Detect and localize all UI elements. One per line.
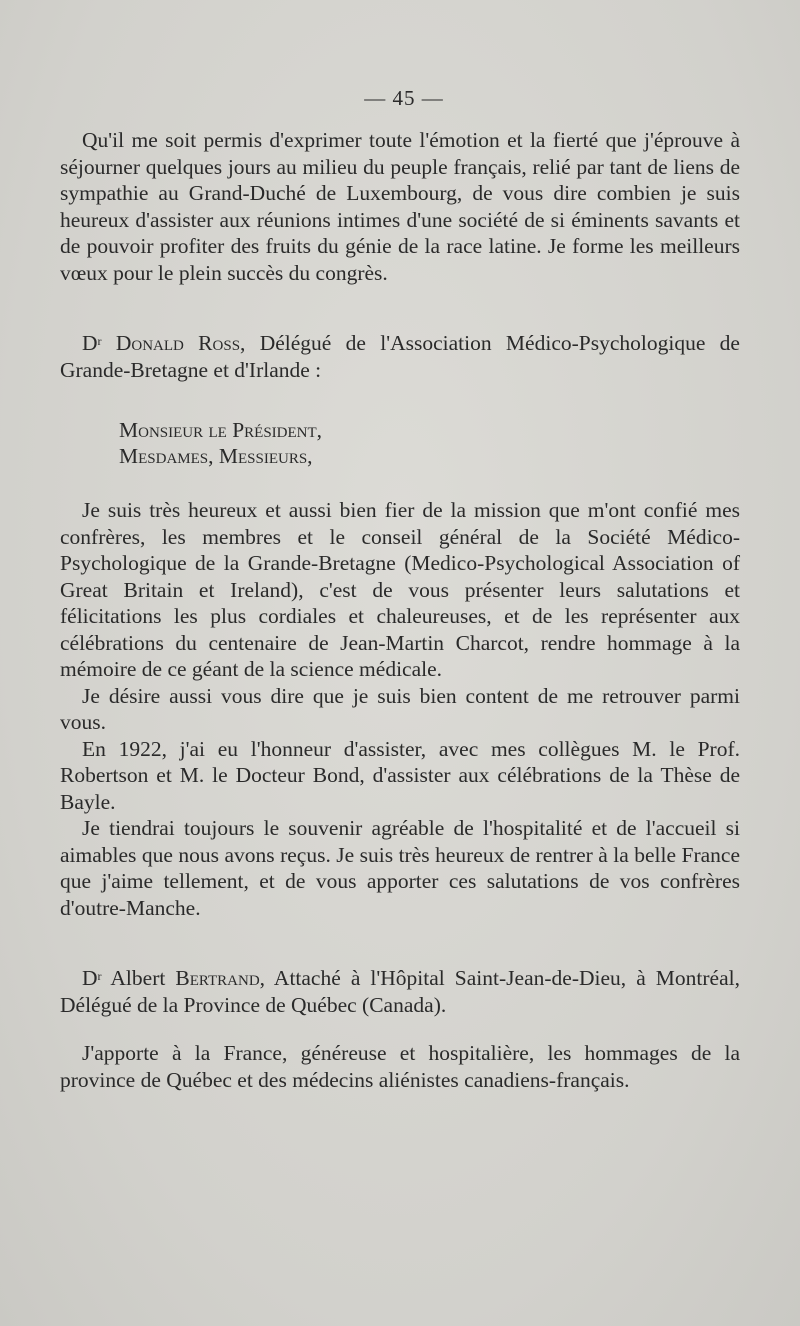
speaker-name: Bertrand	[175, 966, 260, 990]
speaker-title: D	[82, 966, 98, 990]
speaker-title: D	[82, 331, 98, 355]
paragraph-1922: En 1922, j'ai eu l'honneur d'assister, avec mes collègues M. le Prof. Robertson et M. le Docteur Bond, d'assister aux célébrations de la Thèse de Bayle.	[60, 736, 740, 814]
salutation-line-1: Monsieur le Président,	[119, 418, 323, 442]
paragraph-luxembourg-speech: Qu'il me soit permis d'exprimer toute l'émotion et la fierté que j'éprouve à séjourner quelques jours au milieu du peuple français, relié par tant de liens de sympathie au Grand-Duché de Luxembourg, de vous dire combien je suis heureux d'assister aux réunions intimes d'une société de si éminents savants et de pouvoir profiter des fruits du génie de la race latine. Je forme les meilleurs vœux pour le plein succès du congrès.	[60, 128, 740, 285]
speaker-first-name: Albert	[110, 966, 176, 990]
speaker-title-sup: r	[97, 334, 102, 348]
document-page	[60, 86, 740, 1093]
speaker-heading-donald-ross	[60, 330, 740, 383]
salutation-line-2: Mesdames, Messieurs,	[119, 444, 313, 468]
speaker-name: Donald Ross	[115, 331, 241, 355]
speaker-description: , Attaché à l'Hôpital Saint-Jean-de-Dieu, à Montréal, Délégué de la Province de Québec (Canada).	[60, 966, 740, 1017]
speaker-description: , Délégué de l'Association Médico-Psychologique de Grande-Bretagne et d'Irlande :	[60, 331, 740, 382]
paragraph-quebec-homage: J'apporte à la France, généreuse et hospitalière, les hommages de la province de Québec et des médecins aliénistes canadiens-français.	[60, 1041, 740, 1092]
paragraph-mission: Je suis très heureux et aussi bien fier de la mission que m'ont confié mes confrères, les membres et le conseil général de la Société Médico-Psychologique de la Grande-Bretagne (Medico-Psychological Association of Great Britain et Ireland), c'est de vous présenter leurs salutations et félicitations les plus cordiales et chaleureuses, et de les représenter aux célébrations du centenaire de Jean-Martin Charcot, rendre hommage à la mémoire de ce géant de la science médicale.	[60, 498, 740, 681]
page-number: — 45 —	[364, 86, 444, 110]
paragraph-content: Je désire aussi vous dire que je suis bien content de me retrouver parmi vous.	[60, 683, 740, 734]
speaker-heading-albert-bertrand	[60, 965, 740, 1018]
paragraph-hospitality: Je tiendrai toujours le souvenir agréable de l'hospitalité et de l'accueil si aimables que nous avons reçus. Je suis très heureux de rentrer à la belle France que j'aime tellement, et de vous apporter ces salutations de vos confrères d'outre-Manche.	[60, 816, 740, 920]
speaker-title-sup: r	[97, 969, 102, 983]
